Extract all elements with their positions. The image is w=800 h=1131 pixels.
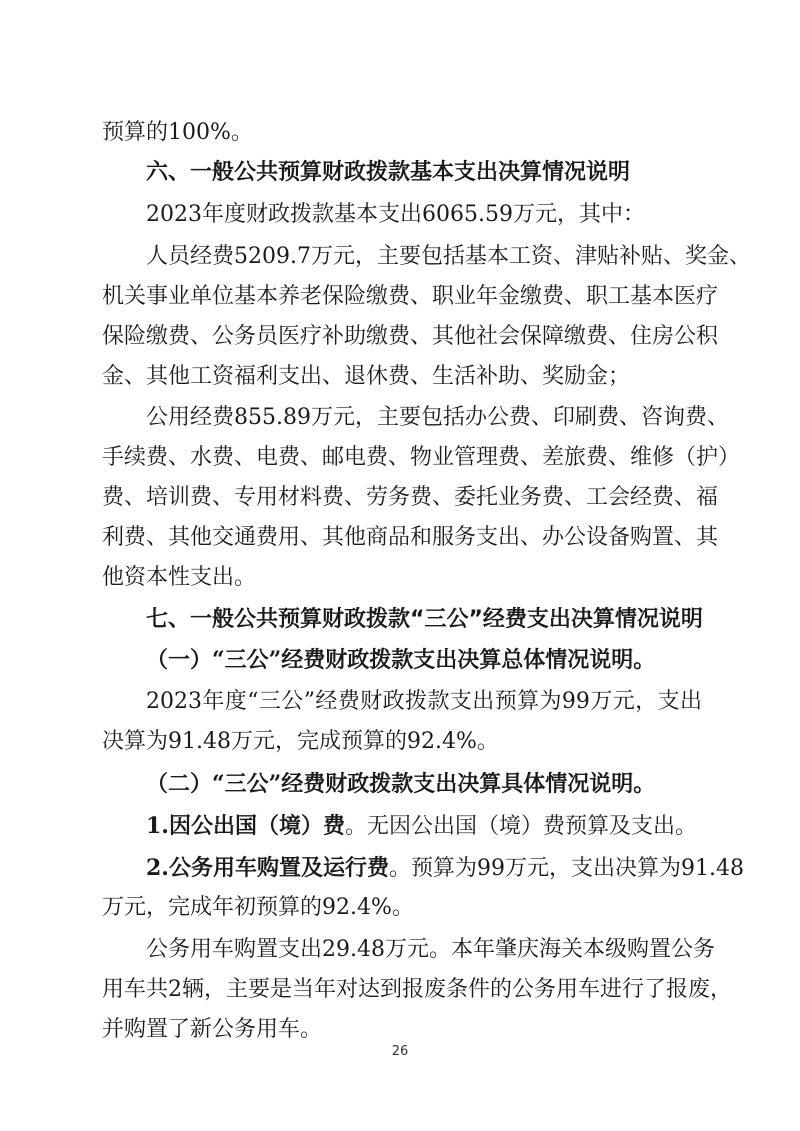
paragraph-line: 预算的100%。	[102, 120, 253, 145]
paragraph-line: 费、培训费、专用材料费、劳务费、委托业务费、工会经费、福	[102, 485, 719, 510]
paragraph-line: 人员经费5209.7万元，主要包括基本工资、津贴补贴、奖金、	[146, 244, 751, 269]
paragraph-line: 机关事业单位基本养老保险缴费、职业年金缴费、职工基本医疗	[102, 284, 719, 309]
paragraph-line: 公用经费855.89万元，主要包括办公费、印刷费、咨询费、	[146, 405, 729, 430]
paragraph-line	[146, 811, 702, 841]
paragraph-line: 利费、其他交通费用、其他商品和服务支出、办公设备购置、其	[102, 525, 719, 550]
paragraph-line: 保险缴费、公务员医疗补助缴费、其他社会保障缴费、住房公积	[102, 324, 719, 349]
item-title: 2.公务用车购置及运行费	[146, 855, 389, 881]
paragraph-line: 他资本性支出。	[102, 565, 257, 590]
paragraph-line: 并购置了新公务用车。	[102, 1017, 323, 1042]
paragraph-line: 万元，完成年初预算的92.4%。	[102, 895, 414, 920]
item-title: 1.因公出国（境）费	[146, 813, 345, 839]
paragraph-line: 金、其他工资福利支出、退休费、生活补助、奖励金；	[102, 364, 631, 389]
item-text: 。预算为99万元，支出决算为91.48	[388, 856, 744, 881]
paragraph-line: 决算为91.48万元，完成预算的92.4%。	[102, 729, 499, 754]
paragraph-line: 2023年度财政拨款基本支出6065.59万元，其中：	[146, 202, 645, 227]
item-text: 。无因公出国（境）费预算及支出。	[344, 814, 697, 839]
section-heading: 七、一般公共预算财政拨款“三公”经费支出决算情况说明	[146, 607, 703, 632]
paragraph-line	[146, 853, 744, 883]
page-number: 26	[391, 1044, 409, 1059]
subsection-heading: （一）“三公”经费财政拨款支出决算总体情况说明。	[146, 647, 656, 673]
subsection-heading: （二）“三公”经费财政拨款支出决算具体情况说明。	[146, 771, 656, 797]
paragraph-line: 手续费、水费、电费、邮电费、物业管理费、差旅费、维修（护）	[102, 445, 741, 470]
section-heading: 六、一般公共预算财政拨款基本支出决算情况说明	[146, 160, 631, 185]
paragraph-line: 2023年度“三公”经费财政拨款支出预算为99万元，支出	[146, 689, 702, 714]
paragraph-line: 用车共2辆，主要是当年对达到报废条件的公务用车进行了报废，	[102, 977, 732, 1002]
paragraph-line: 公务用车购置支出29.48万元。本年肇庆海关本级购置公务	[146, 937, 715, 962]
